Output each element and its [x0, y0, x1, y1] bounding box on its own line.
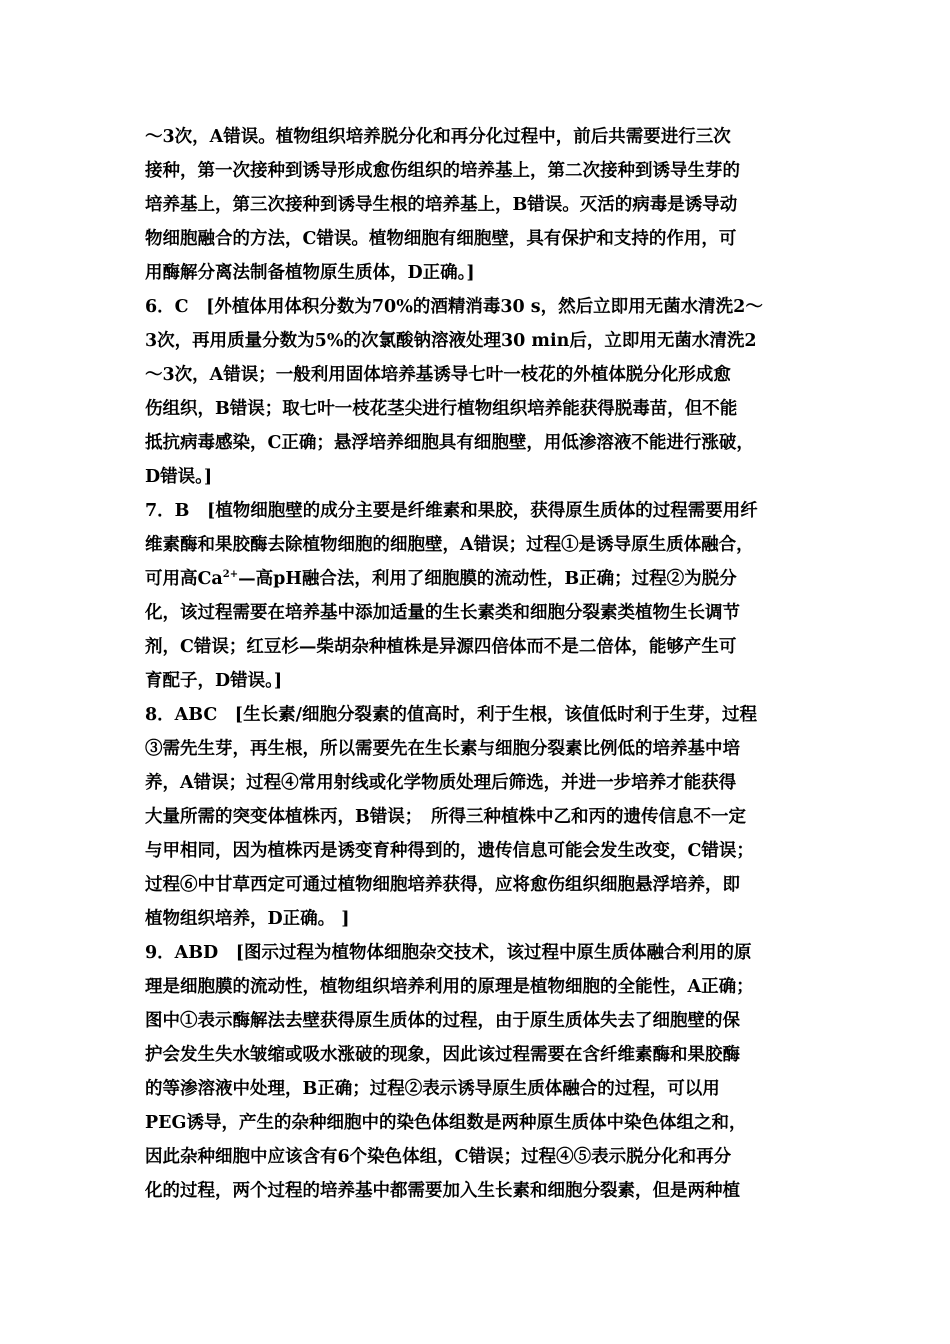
text-line: 化的过程，两个过程的培养基中都需要加入生长素和细胞分裂素，但是两种植	[145, 1181, 740, 1201]
text-line: 维素酶和果胶酶去除植物细胞的细胞壁，A错误；过程①是诱导原生质体融合，	[145, 535, 754, 555]
text-segment: —高pH融合法，利用了细胞膜的流动性，B正确；过程②为脱分	[238, 569, 737, 589]
text-line: ～3次，A错误。植物组织培养脱分化和再分化过程中，前后共需要进行三次	[145, 127, 731, 147]
text-line: 过程⑥中甘草西定可通过植物细胞培养获得，应将愈伤组织细胞悬浮培养，即	[145, 875, 740, 895]
text-line: 培养基上，第三次接种到诱导生根的培养基上，B错误。灭活的病毒是诱导动	[145, 195, 738, 215]
text-line: D错误。]	[145, 467, 213, 487]
text-line: ～3次，A错误；一般利用固体培养基诱导七叶一枝花的外植体脱分化形成愈	[145, 365, 731, 385]
answer-9	[145, 936, 817, 1208]
text-line: 图中①表示酶解法去壁获得原生质体的过程，由于原生质体失去了细胞壁的保	[145, 1011, 740, 1031]
text-segment: 可用高Ca	[145, 569, 223, 589]
text-line: PEG诱导，产生的杂种细胞中的染色体组数是两种原生质体中染色体组之和，	[145, 1113, 747, 1133]
answer-7	[145, 494, 817, 698]
text-line: 化，该过程需要在培养基中添加适量的生长素类和细胞分裂素类植物生长调节	[145, 603, 740, 623]
answer-6	[145, 290, 817, 494]
text-line: 植物组织培养，D正确。 ]	[145, 909, 350, 929]
text-line: 8．ABC [生长素/细胞分裂素的值高时，利于生根，该值低时利于生芽，过程	[145, 705, 757, 725]
text-line: 大量所需的突变体植株丙，B错误； 所得三种植株中乙和丙的遗传信息不一定	[145, 807, 747, 827]
text-line: 物细胞融合的方法，C错误。植物细胞有细胞壁，具有保护和支持的作用，可	[145, 229, 737, 249]
text-line: 理是细胞膜的流动性，植物组织培养利用的原理是植物细胞的全能性，A正确；	[145, 977, 754, 997]
text-line: 因此杂种细胞中应该含有6个染色体组，C错误；过程④⑤表示脱分化和再分	[145, 1147, 732, 1167]
text-line: 用酶解分离法制备植物原生质体，D正确。]	[145, 263, 475, 283]
text-line: 7．B [植物细胞壁的成分主要是纤维素和果胶，获得原生质体的过程需要用纤	[145, 501, 758, 521]
answer-8	[145, 698, 817, 936]
text-line: 育配子，D错误。]	[145, 671, 283, 691]
text-line: 9．ABD [图示过程为植物体细胞杂交技术，该过程中原生质体融合利用的原	[145, 943, 752, 963]
text-line: 剂，C错误；红豆杉—柴胡杂种植株是异源四倍体而不是二倍体，能够产生可	[145, 637, 737, 657]
text-line: 伤组织，B错误；取七叶一枝花茎尖进行植物组织培养能获得脱毒苗，但不能	[145, 399, 738, 419]
text-line: 3次，再用质量分数为5%的次氯酸钠溶液处理30 min后，立即用无菌水清洗2	[145, 331, 757, 351]
text-line-ca	[145, 562, 817, 596]
text-line: 接种，第一次接种到诱导形成愈伤组织的培养基上，第二次接种到诱导生芽的	[145, 161, 740, 181]
text-line: 6．C [外植体用体积分数为70%的酒精消毒30 s，然后立即用无菌水清洗2～	[145, 297, 763, 317]
answer-text-block	[145, 120, 817, 1208]
text-line: 抵抗病毒感染，C正确；悬浮培养细胞具有细胞壁，用低渗溶液不能进行涨破，	[145, 433, 754, 453]
text-line: 与甲相同，因为植株丙是诱变育种得到的，遗传信息可能会发生改变，C错误；	[145, 841, 754, 861]
text-line: ③需先生芽，再生根，所以需要先在生长素与细胞分裂素比例低的培养基中培	[145, 739, 740, 759]
text-line: 养，A错误；过程④常用射线或化学物质处理后筛选，并进一步培养才能获得	[145, 773, 737, 793]
text-line: 的等渗溶液中处理，B正确；过程②表示诱导原生质体融合的过程，可以用	[145, 1079, 720, 1099]
text-line: 护会发生失水皱缩或吸水涨破的现象，因此该过程需要在含纤维素酶和果胶酶	[145, 1045, 740, 1065]
paragraph-5-continuation	[145, 120, 817, 290]
superscript-charge: 2+	[222, 569, 239, 580]
